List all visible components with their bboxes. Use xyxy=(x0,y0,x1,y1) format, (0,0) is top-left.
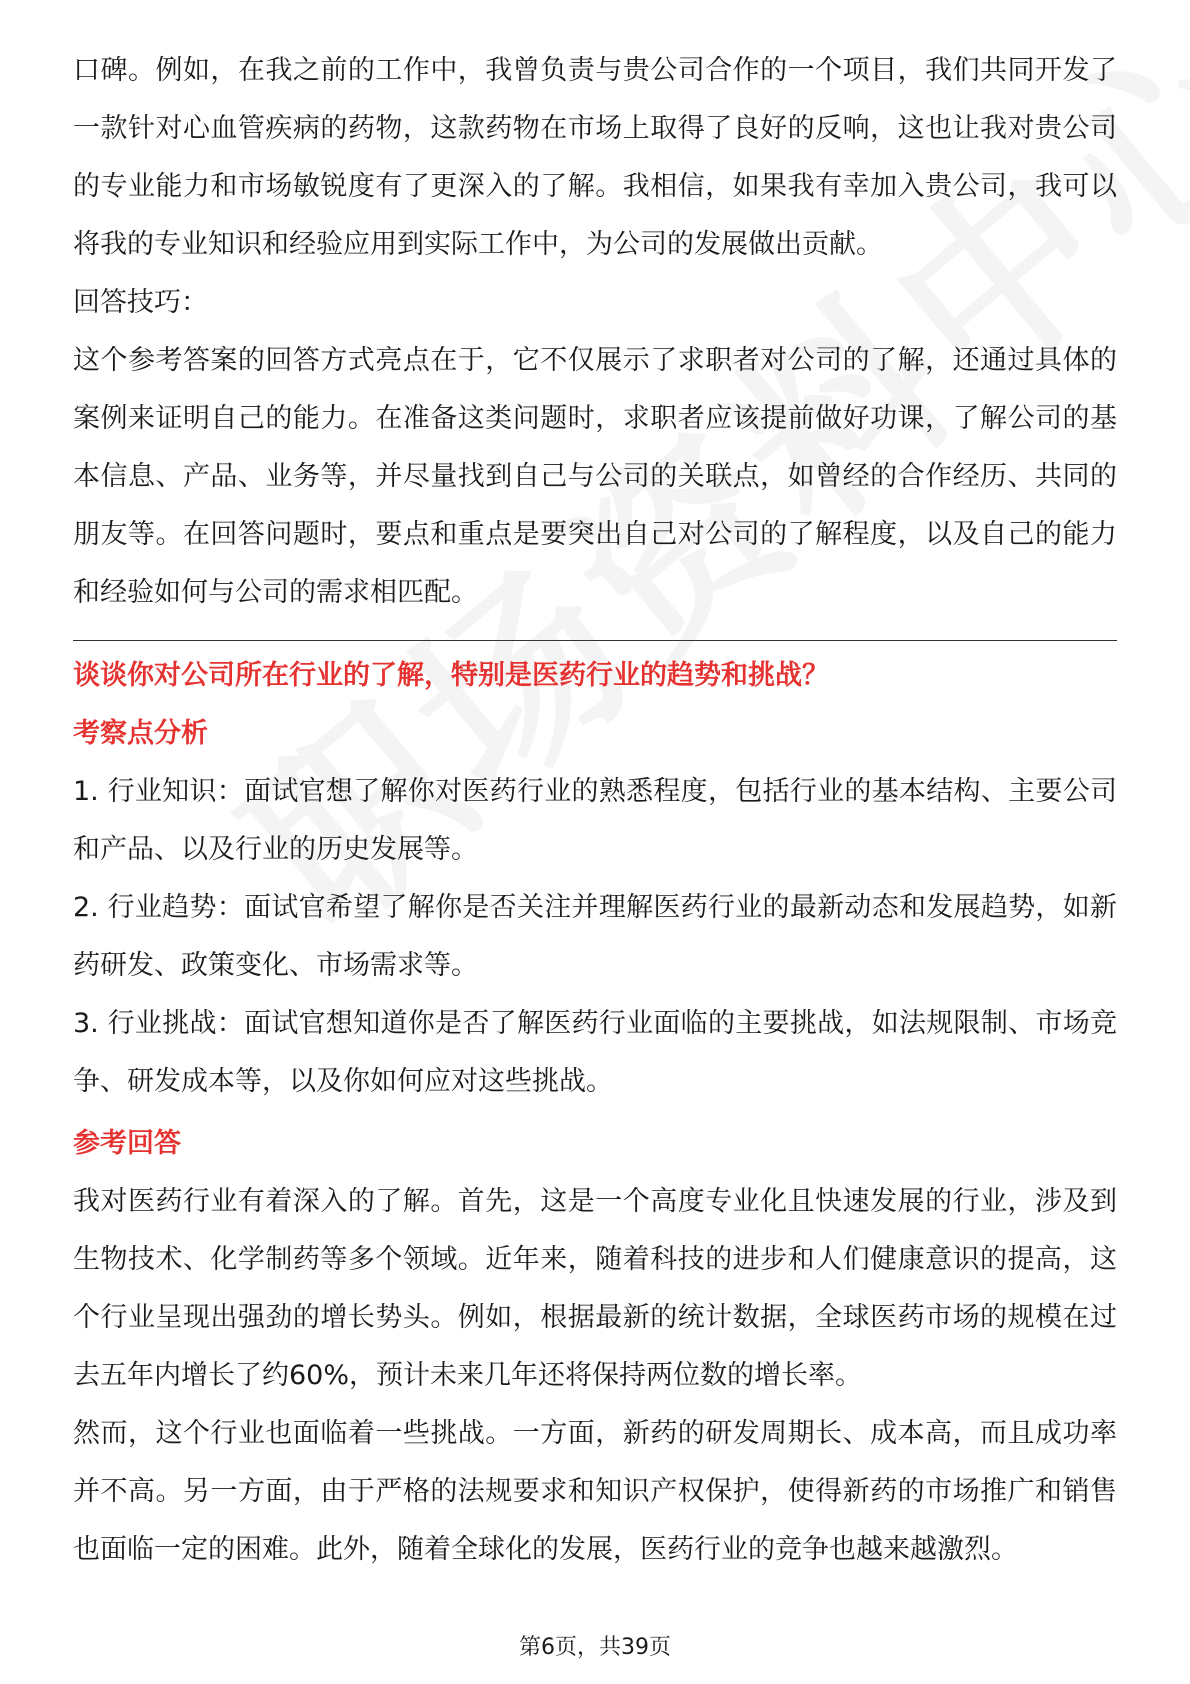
section-divider xyxy=(73,640,1117,641)
tips-label: 回答技巧： xyxy=(73,287,208,318)
analysis-heading: 考察点分析 xyxy=(73,718,208,749)
answer-paragraph-1: 我对医药行业有着深入的了解。首先，这是一个高度专业化且快速发展的行业，涉及到生物技术、化学制药等多个领域。近年来，随着科技的进步和人们健康意识的提高，这个行业呈现出强劲的增长势头。例如，根据最新的统计数据，全球医药市场的规模在过去五年内增长了约60%，预计未来几年还将保持两位数的增长率。 xyxy=(73,1186,1117,1391)
analysis-point-2: 2. 行业趋势：面试官希望了解你是否关注并理解医药行业的最新动态和发展趋势，如新药研发、政策变化、市场需求等。 xyxy=(73,892,1117,981)
page-footer: 第6页，共39页 xyxy=(519,1635,671,1660)
document-page xyxy=(73,42,1117,1579)
answer-heading: 参考回答 xyxy=(73,1128,181,1159)
question-title: 谈谈你对公司所在行业的了解，特别是医药行业的趋势和挑战？ xyxy=(73,660,829,691)
intro-paragraph: 口碑。例如，在我之前的工作中，我曾负责与贵公司合作的一个项目，我们共同开发了一款针对心血管疾病的药物，这款药物在市场上取得了良好的反响，这也让我对贵公司的专业能力和市场敏锐度有了更深入的了解。我相信，如果我有幸加入贵公司，我可以将我的专业知识和经验应用到实际工作中，为公司的发展做出贡献。 xyxy=(73,55,1117,260)
tips-paragraph: 这个参考答案的回答方式亮点在于，它不仅展示了求职者对公司的了解，还通过具体的案例来证明自己的能力。在准备这类问题时，求职者应该提前做好功课，了解公司的基本信息、产品、业务等，并尽量找到自己与公司的关联点，如曾经的合作经历、共同的朋友等。在回答问题时，要点和重点是要突出自己对公司的了解程度，以及自己的能力和经验如何与公司的需求相匹配。 xyxy=(73,345,1117,608)
answer-paragraph-2: 然而，这个行业也面临着一些挑战。一方面，新药的研发周期长、成本高，而且成功率并不高。另一方面，由于严格的法规要求和知识产权保护，使得新药的市场推广和销售也面临一定的困难。此外，随着全球化的发展，医药行业的竞争也越来越激烈。 xyxy=(73,1418,1117,1565)
analysis-point-3: 3. 行业挑战：面试官想知道你是否了解医药行业面临的主要挑战，如法规限制、市场竞争、研发成本等，以及你如何应对这些挑战。 xyxy=(73,1008,1117,1097)
analysis-point-1: 1. 行业知识：面试官想了解你对医药行业的熟悉程度，包括行业的基本结构、主要公司和产品、以及行业的历史发展等。 xyxy=(73,776,1117,865)
